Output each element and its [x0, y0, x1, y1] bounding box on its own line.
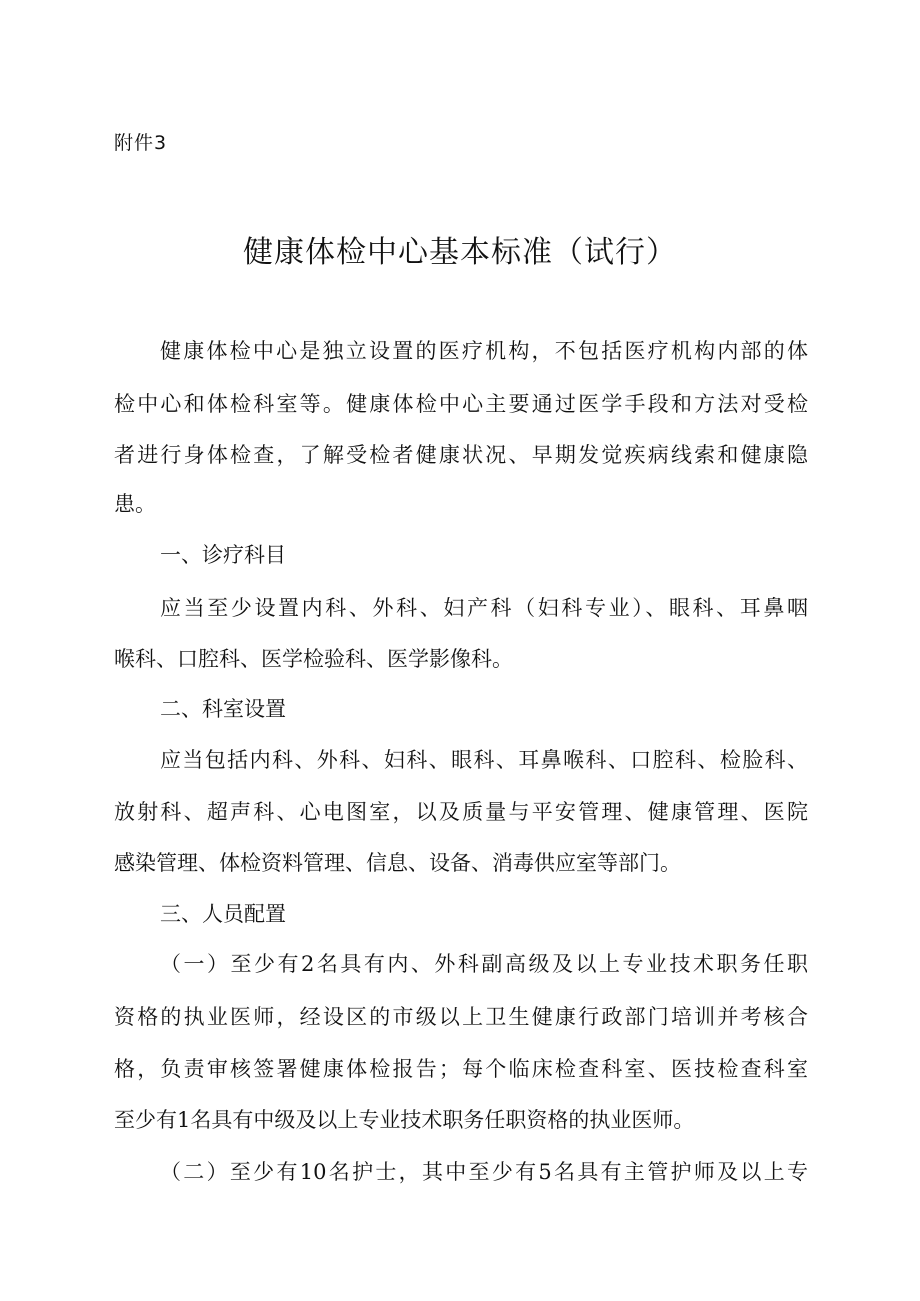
section-text-line: 放射科、超声科、心电图室，以及质量与平安管理、健康管理、医院 — [114, 800, 808, 824]
section-text-line: 应当至少设置内科、外科、妇产科（妇科专业）、眼科、耳鼻咽 — [160, 596, 808, 620]
section-text-line: 资格的执业医师，经设区的市级以上卫生健康行政部门培训并考核合 — [114, 1005, 808, 1029]
section-text-line: 至少有1名具有中级及以上专业技术职务任职资格的执业医师。 — [114, 1108, 695, 1132]
intro-line: 者进行身体检查，了解受检者健康状况、早期发觉疾病线索和健康隐 — [114, 443, 808, 467]
intro-line: 检中心和体检科室等。健康体检中心主要通过医学手段和方法对受检 — [114, 392, 808, 416]
section-text-line: （二）至少有10名护士，其中至少有5名具有主管护师及以上专 — [160, 1160, 808, 1184]
section-heading: 二、科室设置 — [160, 697, 286, 721]
section-text-line: 应当包括内科、外科、妇科、眼科、耳鼻喉科、口腔科、检脸科、 — [160, 748, 808, 772]
section-text-line: （一）至少有2名具有内、外科副高级及以上专业技术职务任职 — [160, 952, 808, 976]
intro-line: 患。 — [114, 492, 156, 516]
intro-line: 健康体检中心是独立设置的医疗机构，不包括医疗机构内部的体 — [160, 339, 808, 363]
attachment-label: 附件3 — [114, 132, 168, 154]
section-text-line: 喉科、口腔科、医学检验科、医学影像科。 — [114, 647, 513, 671]
section-heading: 一、诊疗科目 — [160, 543, 286, 567]
section-text-line: 感染管理、体检资料管理、信息、设备、消毒供应室等部门。 — [114, 851, 681, 875]
section-heading: 三、人员配置 — [160, 902, 286, 926]
document-title: 健康体检中心基本标准（试行） — [243, 235, 677, 270]
section-text-line: 格，负责审核签署健康体检报告；每个临床检查科室、医技检查科室 — [114, 1057, 808, 1081]
